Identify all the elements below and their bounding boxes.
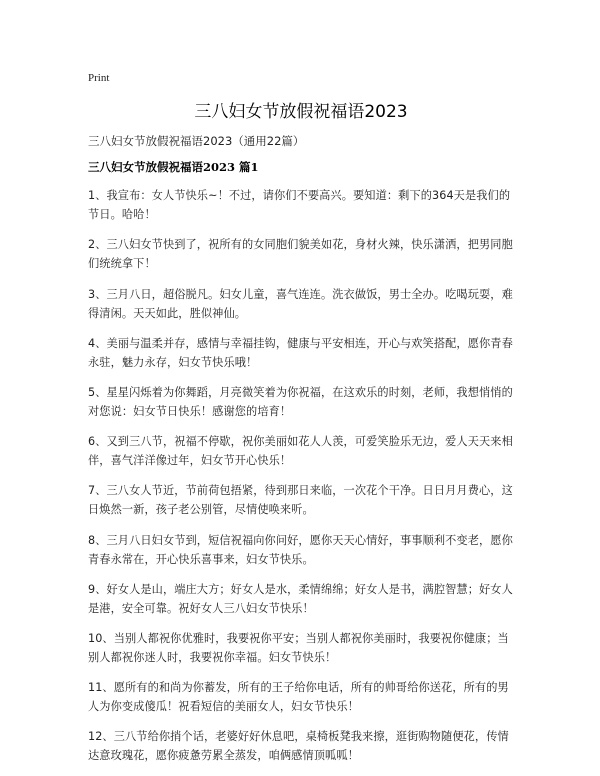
blessing-item: 11、愿所有的和尚为你蓄发，所有的王子给你电话，所有的帅哥给你送花，所有的男人为你变成傻瓜！祝看短信的美丽女人，妇女节快乐！	[88, 681, 509, 714]
document-subtitle: 三八妇女节放假祝福语2023（通用22篇）	[88, 134, 305, 148]
print-label: Print	[88, 72, 110, 84]
blessing-item: 9、好女人是山，端庄大方；好女人是水，柔情绵绵；好女人是书，满腔智慧；好女人是港，安全可靠。祝好女人三八妇女节快乐！	[88, 582, 513, 615]
blessing-item: 2、三八妇女节快到了，祝所有的女同胞们貌美如花，身材火辣，快乐潇洒，把男同胞们统统拿下！	[88, 238, 513, 271]
document-page	[88, 68, 514, 776]
blessing-item: 12、三八节给你捎个话，老婆好好休息吧，桌椅板凳我来擦，逛街购物随便花，传情达意玫瑰花，愿你疲惫劳累全蒸发，咱俩感情顶呱呱！	[88, 730, 509, 763]
blessing-item: 7、三八女人节近，节前荷包捂紧，待到那日来临，一次花个干净。日日月月费心，这日焕然一新，孩子老公别管，尽情使唤来听。	[88, 484, 513, 517]
blessing-item: 10、当别人都祝你优雅时，我要祝你平安；当别人都祝你美丽时，我要祝你健康；当别人都祝你迷人时，我要祝你幸福。妇女节快乐！	[88, 631, 509, 664]
blessing-item: 5、星星闪烁着为你舞蹈，月亮微笑着为你祝福，在这欢乐的时刻，老师，我想悄悄的对您说：妇女节日快乐！感谢您的培育！	[88, 385, 513, 418]
blessing-item: 4、美丽与温柔并存，感情与幸福挂钩，健康与平安相连，开心与欢笑搭配，愿你青春永驻，魅力永存，妇女节快乐哦！	[88, 336, 513, 369]
blessing-item: 6、又到三八节，祝福不停歇，祝你美丽如花人人羡，可爱笑脸乐无边，爱人天天来相伴，喜气洋洋像过年，妇女节开心快乐！	[88, 435, 513, 468]
section-heading: 三八妇女节放假祝福语2023 篇1	[88, 160, 259, 174]
blessing-item: 3、三月八日，超俗脱凡。妇女儿童，喜气连连。洗衣做饭，男士全办。吃喝玩耍，难得清闲。天天如此，胜似神仙。	[88, 287, 513, 320]
blessing-list	[88, 186, 514, 765]
document-title: 三八妇女节放假祝福语2023	[194, 102, 408, 122]
blessing-item: 8、三月八日妇女节到，短信祝福向你问好，愿你天天心情好，事事顺利不变老，愿你青春永常在，开心快乐喜事来，妇女节快乐。	[88, 533, 513, 566]
blessing-item: 1、我宣布：女人节快乐~！不过，请你们不要高兴。要知道：剩下的364天是我们的节日。哈哈！	[88, 189, 511, 222]
